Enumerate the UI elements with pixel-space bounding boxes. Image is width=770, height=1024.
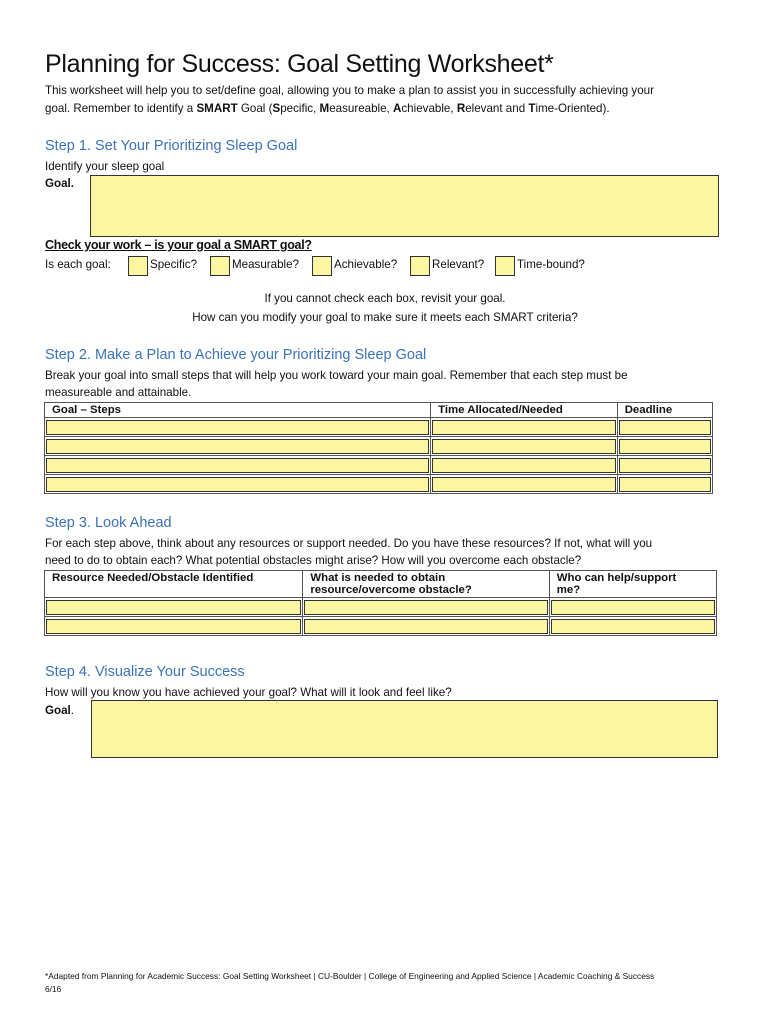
- footer-line-1: *Adapted from Planning for Academic Success: Goal Setting Worksheet | CU-Boulder | College of Engineering and Applied Science | Academic Coaching & Success: [45, 971, 655, 981]
- intro-line-1: This worksheet will help you to set/define goal, allowing you to make a plan to assist you in successfully achieving your: [45, 84, 654, 97]
- time-bound-checkbox[interactable]: [495, 256, 515, 276]
- smart-letter: S: [272, 102, 281, 115]
- table-cell: [549, 598, 716, 617]
- table-row: [45, 475, 713, 494]
- measurable-checkbox[interactable]: [210, 256, 230, 276]
- footer-line-2: 6/16: [45, 984, 62, 994]
- table-cell: [549, 617, 716, 636]
- goal-step-field[interactable]: [46, 439, 429, 454]
- table-cell: [431, 456, 618, 475]
- sleep-goal-field[interactable]: [90, 175, 719, 237]
- table-cell: [45, 456, 431, 475]
- table-cell: [45, 598, 303, 617]
- column-header: Time Allocated/Needed: [431, 403, 618, 418]
- step3-line-2: need to do to obtain each? What potential obstacles might arise? How will you overcome each obstacle?: [45, 554, 582, 567]
- table-cell: [45, 418, 431, 437]
- relevant-checkbox[interactable]: [410, 256, 430, 276]
- resources-table: [44, 570, 717, 636]
- smart-check-heading: Check your work – is your goal a SMART goal?: [45, 238, 312, 252]
- smart-letter: T: [528, 102, 536, 115]
- table-cell: [617, 456, 712, 475]
- step1-goal-label: Goal.: [45, 177, 74, 190]
- achievable-label: Achievable?: [334, 258, 398, 271]
- helper-field[interactable]: [551, 600, 715, 615]
- goal-step-field[interactable]: [46, 477, 429, 492]
- success-goal-field[interactable]: [91, 700, 718, 758]
- step1-heading: Step 1. Set Your Prioritizing Sleep Goal: [45, 138, 298, 154]
- smart-word: SMART: [196, 102, 238, 115]
- step4-goal-label: Goal: [45, 704, 71, 717]
- table-header-row: [45, 571, 717, 598]
- deadline-field[interactable]: [619, 420, 711, 435]
- step3-line-1: For each step above, think about any resources or support needed. Do you have these resources? If not, what will you: [45, 537, 653, 550]
- column-header-text: resource/overcome obstacle?: [310, 584, 472, 596]
- step3-heading: Step 3. Look Ahead: [45, 515, 172, 531]
- intro-text: Goal (: [237, 102, 273, 115]
- achievable-checkbox[interactable]: [312, 256, 332, 276]
- resource-field[interactable]: [46, 619, 301, 634]
- column-header: Deadline: [617, 403, 712, 418]
- table-cell: [431, 418, 618, 437]
- table-cell: [617, 437, 712, 456]
- table-cell: [617, 475, 712, 494]
- intro-line-2: [45, 100, 735, 118]
- step1-prompt: Identify your sleep goal: [45, 160, 165, 173]
- column-header: [45, 571, 303, 598]
- step2-line-2: measureable and attainable.: [45, 386, 192, 399]
- goal-step-field[interactable]: [46, 420, 429, 435]
- column-header: [549, 571, 716, 598]
- smart-letter: M: [319, 102, 330, 115]
- helper-field[interactable]: [551, 619, 715, 634]
- intro-text: goal. Remember to identify a: [45, 102, 197, 115]
- obtain-field[interactable]: [304, 600, 547, 615]
- time-allocated-field[interactable]: [432, 477, 616, 492]
- column-header-text: What is needed to obtain: [310, 572, 446, 584]
- table-cell: [431, 475, 618, 494]
- intro-text: chievable,: [401, 102, 457, 115]
- smart-letter: R: [456, 102, 466, 115]
- intro-text: pecific,: [280, 102, 320, 115]
- revisit-note: If you cannot check each box, revisit your goal.: [264, 292, 506, 305]
- table-cell: [303, 598, 549, 617]
- step2-line-1: Break your goal into small steps that will help you work toward your main goal. Remember that each step must be: [45, 369, 628, 382]
- table-cell: [303, 617, 549, 636]
- column-header-text: me?: [556, 584, 581, 596]
- table-row: [45, 456, 713, 475]
- table-cell: [431, 437, 618, 456]
- time-allocated-field[interactable]: [432, 458, 616, 473]
- deadline-field[interactable]: [619, 458, 711, 473]
- step4-heading: Step 4. Visualize Your Success: [45, 664, 245, 680]
- column-header-text: Who can help/support: [556, 572, 677, 584]
- table-row: [45, 437, 713, 456]
- smart-letter: A: [393, 102, 402, 115]
- measurable-label: Measurable?: [232, 258, 300, 271]
- obtain-field[interactable]: [304, 619, 547, 634]
- goal-steps-table: [44, 402, 713, 494]
- resource-field[interactable]: [46, 600, 301, 615]
- step4-prompt: How will you know you have achieved your goal? What will it look and feel like?: [45, 686, 452, 699]
- time-allocated-field[interactable]: [432, 439, 616, 454]
- time-allocated-field[interactable]: [432, 420, 616, 435]
- deadline-field[interactable]: [619, 477, 711, 492]
- specific-checkbox[interactable]: [128, 256, 148, 276]
- goal-step-field[interactable]: [46, 458, 429, 473]
- table-cell: [45, 437, 431, 456]
- each-goal-label: Is each goal:: [45, 258, 111, 271]
- table-row: [45, 617, 717, 636]
- table-cell: [45, 475, 431, 494]
- relevant-label: Relevant?: [432, 258, 485, 271]
- intro-paragraph: [45, 82, 735, 118]
- table-row: [45, 418, 713, 437]
- table-cell: [45, 617, 303, 636]
- intro-text: ime-Oriented).: [535, 102, 610, 115]
- deadline-field[interactable]: [619, 439, 711, 454]
- intro-text: elevant and: [465, 102, 529, 115]
- modify-note: How can you modify your goal to make sure it meets each SMART criteria?: [192, 311, 578, 324]
- table-cell: [617, 418, 712, 437]
- step4-goal-label-wrap: Goal.: [45, 704, 75, 717]
- footer-credit: [45, 970, 725, 996]
- column-header-text: Resource Needed/Obstacle Identified: [52, 572, 254, 584]
- table-row: [45, 598, 717, 617]
- intro-text: easureable,: [329, 102, 393, 115]
- column-header: Goal – Steps: [45, 403, 431, 418]
- column-header: [303, 571, 549, 598]
- table-header-row: [45, 403, 713, 418]
- step2-heading: Step 2. Make a Plan to Achieve your Prioritizing Sleep Goal: [45, 347, 427, 363]
- specific-label: Specific?: [150, 258, 198, 271]
- page-title: Planning for Success: Goal Setting Worksheet*: [45, 50, 554, 78]
- time-bound-label: Time-bound?: [517, 258, 585, 271]
